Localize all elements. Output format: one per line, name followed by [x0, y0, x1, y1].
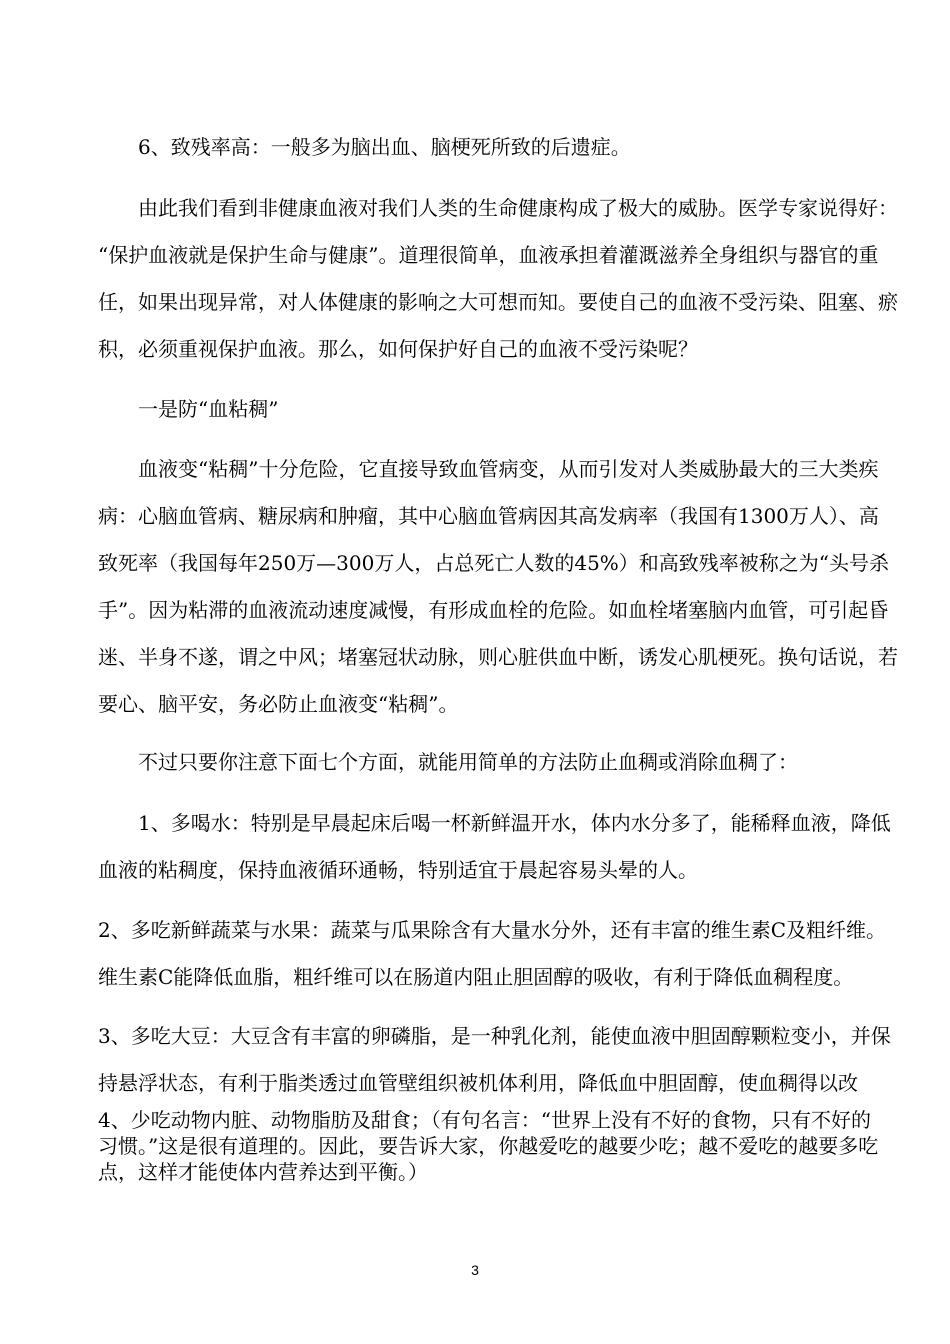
text-line: 2、多吃新鲜蔬菜与水果：蔬菜与瓜果除含有大量水分外，还有丰富的维生素C及粗纤维。 [98, 918, 887, 942]
text-line: 血液变“粘稠”十分危险，它直接导致血管病变，从而引发对人类威胁最大的三大类疾 [98, 457, 879, 481]
text-line: 血液的粘稠度，保持血液循环通畅，特别适宜于晨起容易头晕的人。 [98, 858, 698, 882]
text-line: 致死率（我国每年250万—300万人，占总死亡人数的45%）和高致残率被称之为“头号杀 [98, 551, 890, 575]
text-line: 不过只要你注意下面七个方面，就能用简单的方法防止血稠或消除血稠了： [98, 750, 798, 774]
text-line: 要心、脑平安，务必防止血液变“粘稠”。 [98, 692, 459, 716]
text-line: 习惯。”这是很有道理的。因此，要告诉大家，你越爱吃的越要少吃；越不爱吃的越要多吃 [98, 1134, 879, 1158]
text-line: 6、致残率高：一般多为脑出血、脑梗死所致的后遗症。 [98, 135, 631, 159]
page-number: 3 [471, 1262, 479, 1278]
text-line: 3、多吃大豆：大豆含有丰富的卵磷脂，是一种乳化剂，能使血液中胆固醇颗粒变小，并保 [98, 1024, 891, 1048]
text-line: 持悬浮状态，有利于脂类透过血管壁组织被机体利用，降低血中胆固醇，使血稠得以改 [98, 1071, 858, 1095]
text-line: “保护血液就是保护生命与健康”。道理很简单，血液承担着灌溉滋养全身组织与器官的重 [98, 243, 879, 267]
text-line: 一是防“血粘稠” [98, 397, 279, 421]
section-heading-viscosity [98, 386, 868, 433]
text-line: 迷、半身不遂，谓之中风；堵塞冠状动脉，则心脏供血中断，诱发心肌梗死。换句话说，若 [98, 645, 898, 669]
paragraph-viscosity-danger [98, 446, 898, 728]
list-item-soybeans [98, 1013, 891, 1107]
list-item-less-organ-meat [98, 1107, 879, 1185]
text-line: 点，这样才能使体内营养达到平衡。） [98, 1160, 428, 1184]
paragraph-disability-rate [98, 124, 868, 171]
paragraph-blood-protection [98, 185, 898, 373]
list-item-drink-water [98, 800, 891, 894]
text-line: 任，如果出现异常，对人体健康的影响之大可想而知。要使自己的血液不受污染、阻塞、瘀 [98, 290, 898, 314]
list-item-vegetables-fruit [98, 907, 887, 1001]
paragraph-seven-aspects [98, 739, 868, 786]
text-line: 维生素C能降低血脂，粗纤维可以在肠道内阻止胆固醇的吸收，有利于降低血稠程度。 [98, 965, 854, 989]
text-line: 由此我们看到非健康血液对我们人类的生命健康构成了极大的威胁。医学专家说得好： [98, 196, 898, 220]
text-line: 1、多喝水：特别是早晨起床后喝一杯新鲜温开水，体内水分多了，能稀释血液，降低 [98, 811, 891, 835]
text-line: 4、少吃动物内脏、动物脂肪及甜食；（有句名言：“世界上没有不好的食物，只有不好的 [98, 1108, 871, 1132]
text-line: 积，必须重视保护血液。那么，如何保护好自己的血液不受污染呢？ [98, 337, 698, 361]
text-line: 病：心脑血管病、糖尿病和肿瘤，其中心脑血管病因其高发病率（我国有1300万人）、高 [98, 504, 879, 528]
text-line: 手”。因为粘滞的血液流动速度减慢，有形成血栓的危险。如血栓堵塞脑内血管，可引起昏 [98, 598, 889, 622]
